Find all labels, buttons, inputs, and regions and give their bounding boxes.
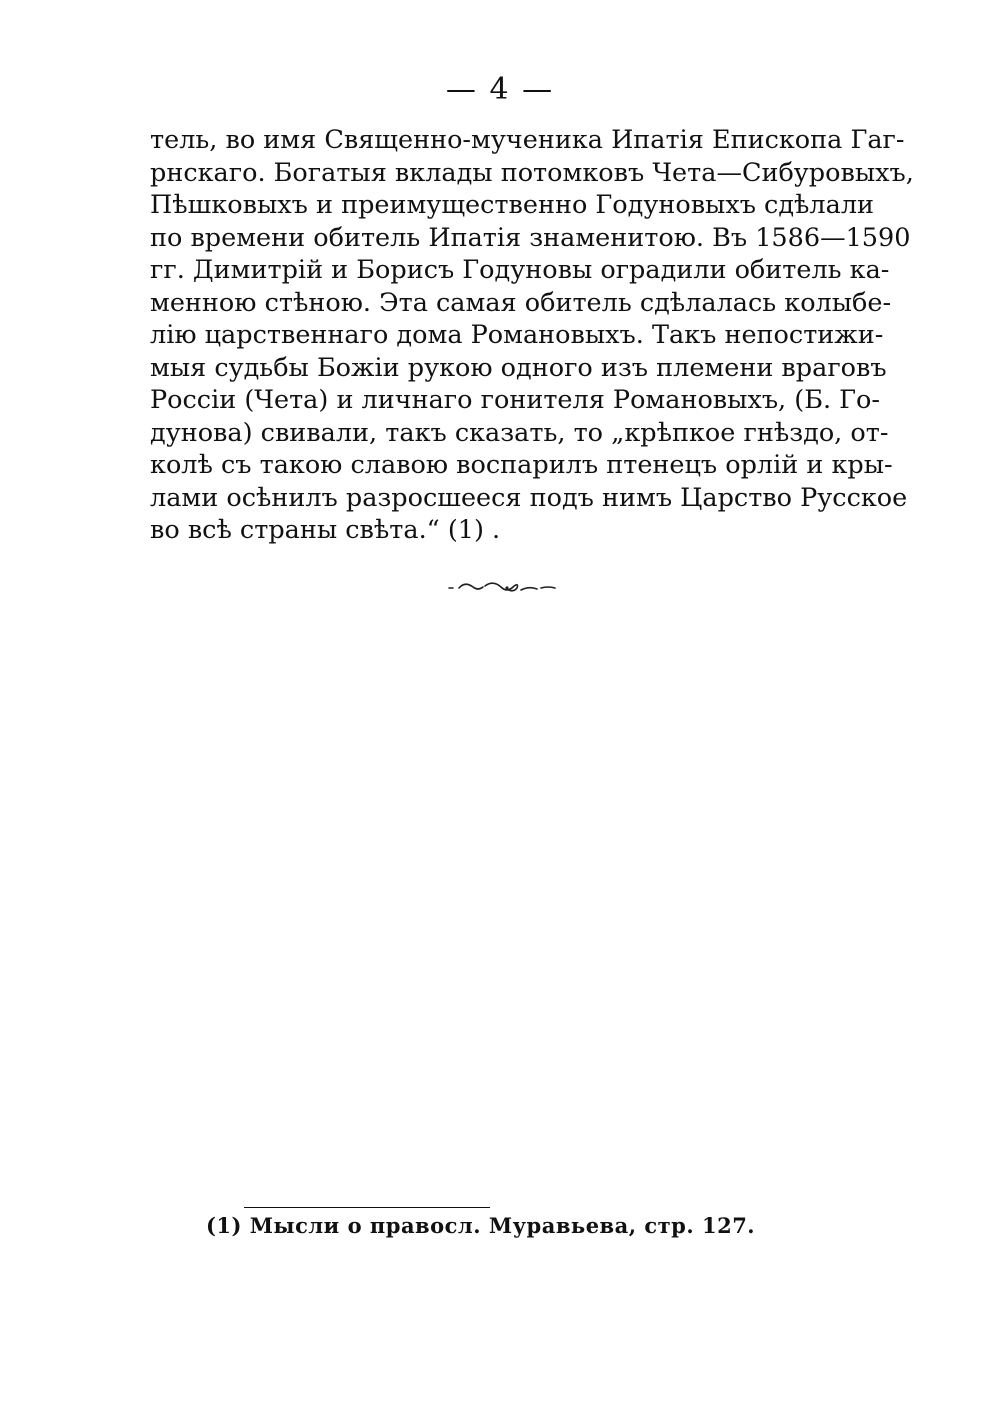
text-line: тель, во имя Священно-мученика Ипатія Епископа Гаг- [150, 125, 905, 155]
text-line: рнскаго. Богатыя вклады потомковъ Чета—Сибуровыхъ, [150, 157, 914, 188]
ornamental-flourish-icon [447, 578, 559, 596]
text-line: гг. Димитрій и Борисъ Годуновы оградили обитель ка- [150, 255, 890, 285]
text-line: мыя судьбы Божіи рукою одного изъ племени враговъ [150, 352, 887, 383]
text-line: колѣ съ такою славою воспарилъ птенецъ орлій и кры- [150, 450, 893, 480]
text-line: во всѣ страны свѣта.“ (1) . [150, 515, 501, 545]
text-line: Пѣшковыхъ и преимущественно Годуновыхъ сдѣлали [150, 190, 875, 220]
text-line: Россіи (Чета) и личнаго гонителя Романовыхъ, (Б. Го- [150, 385, 881, 415]
text-line: дунова) свивали, такъ сказать, то „крѣпкое гнѣздо, от- [150, 417, 889, 448]
text-line: по времени обитель Ипатія знаменитою. Въ 1586—1590 [150, 222, 911, 253]
text-line: лами осѣнилъ разросшееся подъ нимъ Царство Русское [150, 482, 908, 513]
page-number: — 4 — [445, 72, 555, 107]
text-line: менною стѣною. Эта самая обитель сдѣлалась колыбе- [150, 287, 892, 318]
footnote: (1) Мысли о правосл. Муравьева, стр. 127. [206, 1213, 756, 1238]
body-paragraph [150, 124, 914, 547]
text-line: лію царственнаго дома Романовыхъ. Такъ непостижи- [150, 320, 884, 350]
footnote-separator [244, 1207, 490, 1208]
